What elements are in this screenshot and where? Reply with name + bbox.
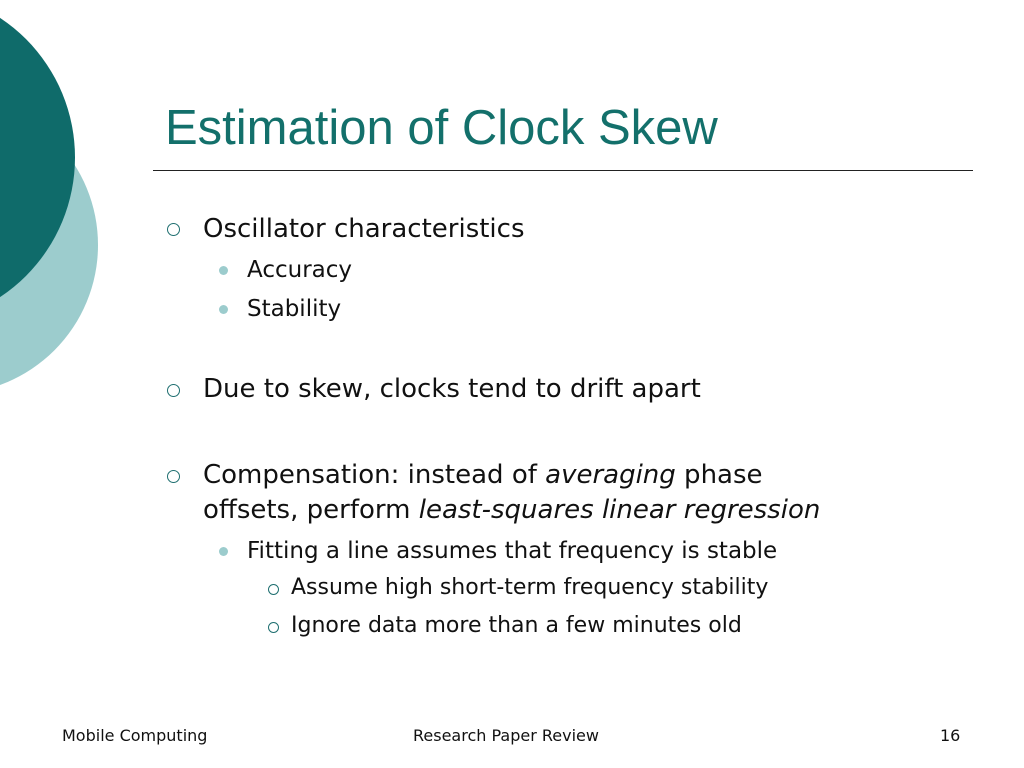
sub-sub-bullet-ignore: Ignore data more than a few minutes old	[291, 613, 742, 638]
bullet-compensation-line2: offsets, perform least-squares linear regression	[203, 495, 821, 525]
ring-bullet-icon	[167, 384, 180, 397]
sub-bullet-stability: Stability	[247, 296, 342, 322]
bullet-drift: Due to skew, clocks tend to drift apart	[203, 374, 701, 404]
footer-left: Mobile Computing	[62, 726, 208, 745]
page-number: 16	[940, 726, 961, 745]
ring-bullet-icon	[167, 470, 180, 483]
dot-bullet-icon	[219, 266, 228, 275]
ring-bullet-icon	[167, 223, 180, 236]
slide-title: Estimation of Clock Skew	[165, 101, 718, 155]
footer-center: Research Paper Review	[413, 726, 599, 745]
ring-bullet-small-icon	[268, 622, 279, 633]
ring-bullet-small-icon	[268, 584, 279, 595]
sub-bullet-accuracy: Accuracy	[247, 257, 353, 283]
bullet-compensation-line1: Compensation: instead of averaging phase	[203, 460, 763, 490]
dot-bullet-icon	[219, 305, 228, 314]
bullet-oscillator: Oscillator characteristics	[203, 214, 525, 244]
sub-bullet-fitting: Fitting a line assumes that frequency is stable	[247, 538, 778, 564]
dot-bullet-icon	[219, 547, 228, 556]
sub-sub-bullet-assume: Assume high short-term frequency stability	[291, 575, 769, 600]
